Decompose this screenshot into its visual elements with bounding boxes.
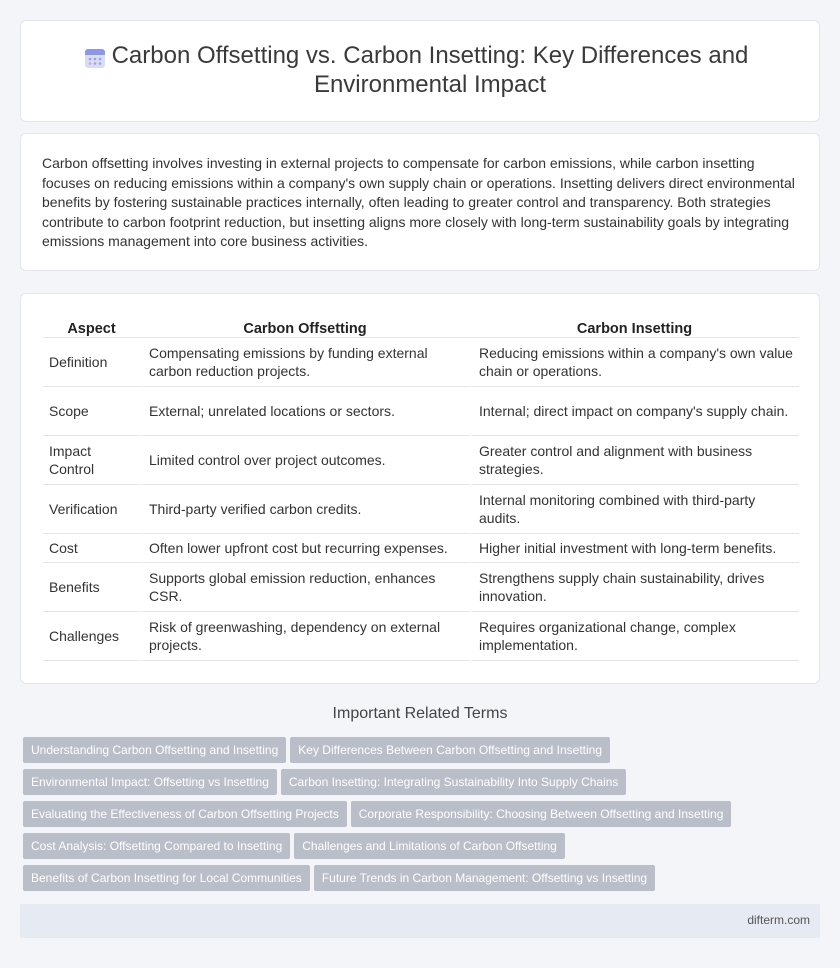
cell-aspect: Cost xyxy=(43,534,140,563)
cell-insetting: Internal; direct impact on company's supply chain. xyxy=(470,387,799,436)
table-row xyxy=(43,485,799,534)
intro-paragraph: Carbon offsetting involves investing in external projects to compensate for carbon emissions, while carbon insetting focuses on reducing emissions within a company's own supply chain or operations. Insetting delivers direct environmental benefits by fostering sustainable practices internally, often leading to greater control and transparency. Both strategies contribute to carbon footprint reduction, but insetting aligns more closely with long-term sustainability goals by integrating emissions management into core business activities. xyxy=(42,155,795,249)
cell-insetting: Reducing emissions within a company's own value chain or operations. xyxy=(470,338,799,387)
cell-insetting: Internal monitoring combined with third-party audits. xyxy=(470,485,799,534)
related-term-link[interactable]: Cost Analysis: Offsetting Compared to Insetting xyxy=(23,833,290,859)
intro-card xyxy=(20,133,820,271)
table-row xyxy=(43,387,799,436)
cell-offsetting: Third-party verified carbon credits. xyxy=(140,485,470,534)
related-terms-list xyxy=(23,737,813,897)
table-row xyxy=(43,563,799,612)
related-term-link[interactable]: Benefits of Carbon Insetting for Local Communities xyxy=(23,865,310,891)
comparison-table xyxy=(43,316,799,661)
table-row xyxy=(43,436,799,485)
table-row xyxy=(43,612,799,661)
title-card xyxy=(20,20,820,122)
cell-offsetting: Supports global emission reduction, enhances CSR. xyxy=(140,563,470,612)
header-offsetting: Carbon Offsetting xyxy=(140,316,470,338)
cell-offsetting: Risk of greenwashing, dependency on external projects. xyxy=(140,612,470,661)
cell-insetting: Higher initial investment with long-term benefits. xyxy=(470,534,799,563)
related-term-link[interactable]: Challenges and Limitations of Carbon Offsetting xyxy=(294,833,565,859)
cell-insetting: Greater control and alignment with business strategies. xyxy=(470,436,799,485)
header-aspect: Aspect xyxy=(43,316,140,338)
footer-brand-link[interactable]: difterm.com xyxy=(747,913,810,927)
comparison-card xyxy=(20,293,820,684)
cell-insetting: Strengthens supply chain sustainability, drives innovation. xyxy=(470,563,799,612)
header-insetting: Carbon Insetting xyxy=(470,316,799,338)
related-term-link[interactable]: Environmental Impact: Offsetting vs Insetting xyxy=(23,769,277,795)
cell-offsetting: Often lower upfront cost but recurring expenses. xyxy=(140,534,470,563)
cell-offsetting: Compensating emissions by funding external carbon reduction projects. xyxy=(140,338,470,387)
cell-aspect: Benefits xyxy=(43,563,140,612)
cell-insetting: Requires organizational change, complex implementation. xyxy=(470,612,799,661)
related-term-link[interactable]: Understanding Carbon Offsetting and Insetting xyxy=(23,737,286,763)
related-term-link[interactable]: Corporate Responsibility: Choosing Between Offsetting and Insetting xyxy=(351,801,732,827)
cell-offsetting: Limited control over project outcomes. xyxy=(140,436,470,485)
cell-aspect: Definition xyxy=(43,338,140,387)
table-row xyxy=(43,338,799,387)
related-term-link[interactable]: Key Differences Between Carbon Offsetting and Insetting xyxy=(290,737,610,763)
related-term-link[interactable]: Evaluating the Effectiveness of Carbon Offsetting Projects xyxy=(23,801,347,827)
related-term-link[interactable]: Carbon Insetting: Integrating Sustainability Into Supply Chains xyxy=(281,769,627,795)
related-term-link[interactable]: Future Trends in Carbon Management: Offsetting vs Insetting xyxy=(314,865,655,891)
page-title: Carbon Offsetting vs. Carbon Insetting: Key Differences and Environmental Impact xyxy=(111,42,749,98)
cell-aspect: Impact Control xyxy=(43,436,140,485)
footer xyxy=(20,904,820,938)
cell-aspect: Verification xyxy=(43,485,140,534)
table-row xyxy=(43,534,799,563)
related-terms-heading: Important Related Terms xyxy=(332,705,508,722)
cell-offsetting: External; unrelated locations or sectors. xyxy=(140,387,470,436)
cell-aspect: Challenges xyxy=(43,612,140,661)
cell-aspect: Scope xyxy=(43,387,140,436)
